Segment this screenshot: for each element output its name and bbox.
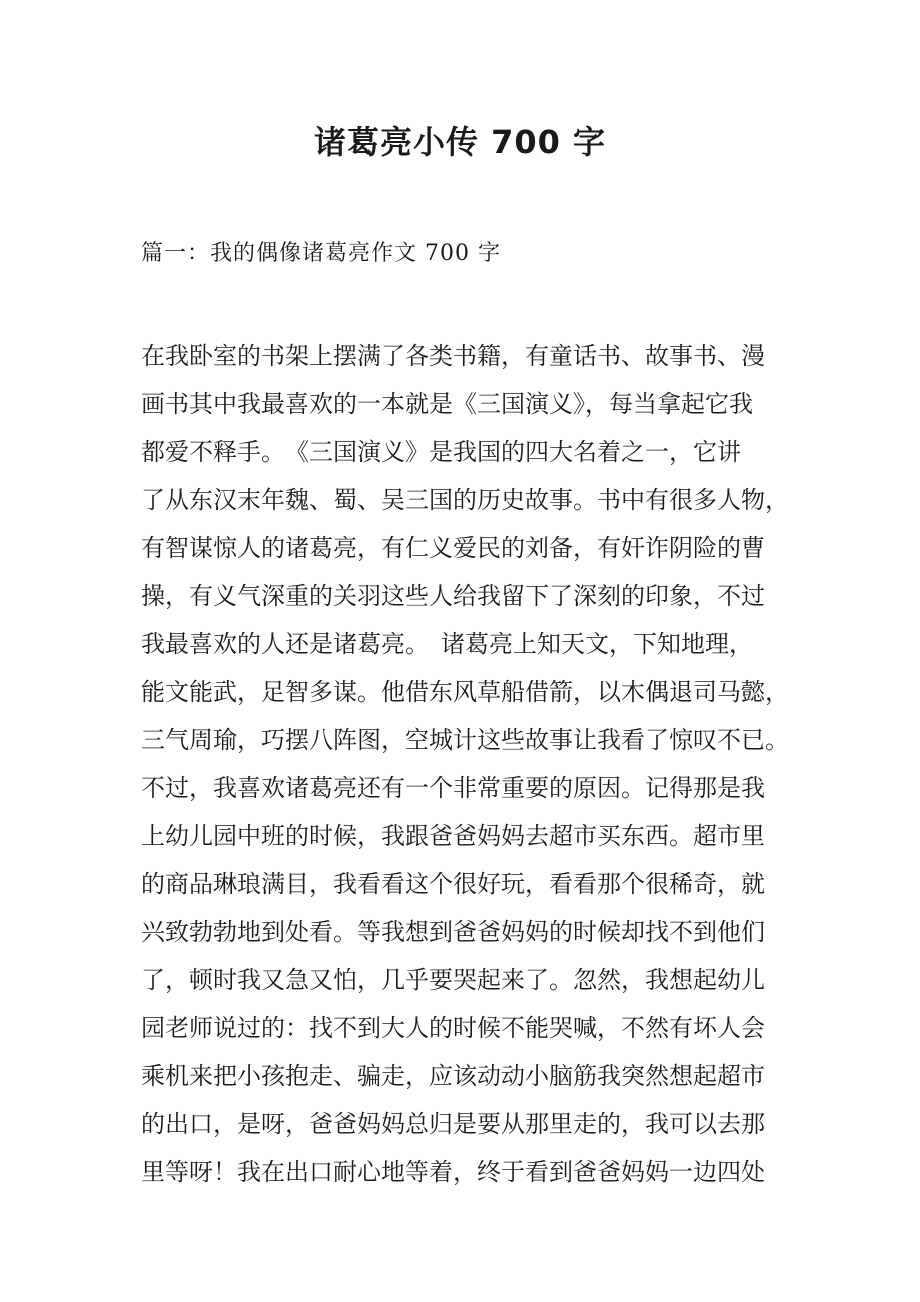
body-line: 操，有义气深重的关羽这些人给我留下了深刻的印象，不过 [141, 582, 765, 610]
document-title: 诸葛亮小传 700 字 [313, 123, 607, 161]
body-line: 乘机来把小孩抱走、骗走，应该动动小脑筋我突然想起超市 [141, 1062, 765, 1090]
body-line: 的商品琳琅满目，我看看这个很好玩，看看那个很稀奇，就 [141, 870, 765, 898]
body-line: 能文能武，足智多谋。他借东风草船借箭，以木偶退司马懿， [141, 678, 789, 706]
body-line: 上幼儿园中班的时候，我跟爸爸妈妈去超市买东西。超市里 [141, 822, 765, 850]
body-line: 里等呀！我在出口耐心地等着，终于看到爸爸妈妈一边四处 [141, 1158, 765, 1186]
body-line: 我最喜欢的人还是诸葛亮。 诸葛亮上知天文，下知地理， [141, 630, 753, 658]
body-line: 了从东汉末年魏、蜀、吴三国的历史故事。书中有很多人物， [141, 486, 789, 514]
body-line: 园老师说过的：找不到大人的时候不能哭喊，不然有坏人会 [141, 1014, 765, 1042]
body-line: 有智谋惊人的诸葛亮，有仁义爱民的刘备，有奸诈阴险的曹 [141, 534, 765, 562]
body-line: 的出口，是呀，爸爸妈妈总归是要从那里走的，我可以去那 [141, 1110, 765, 1138]
body-line: 都爱不释手。 《三国演义》是我国的四大名着之一，它讲 [141, 438, 741, 466]
body-line: 三气周瑜，巧摆八阵图，空城计这些故事让我看了惊叹不已。 [141, 726, 789, 754]
body-line: 画书其中我最喜欢的一本就是《三国演义》，每当拿起它我 [141, 390, 753, 418]
body-line: 在我卧室的书架上摆满了各类书籍，有童话书、故事书、漫 [141, 342, 765, 370]
section-heading: 篇一：我的偶像诸葛亮作文 700 字 [141, 241, 501, 266]
body-text [141, 332, 801, 1196]
body-line: 兴致勃勃地到处看。等我想到爸爸妈妈的时候却找不到他们 [141, 918, 765, 946]
body-line: 不过，我喜欢诸葛亮还有一个非常重要的原因。记得那是我 [141, 774, 765, 802]
body-line: 了，顿时我又急又怕，几乎要哭起来了。忽然，我想起幼儿 [141, 966, 765, 994]
